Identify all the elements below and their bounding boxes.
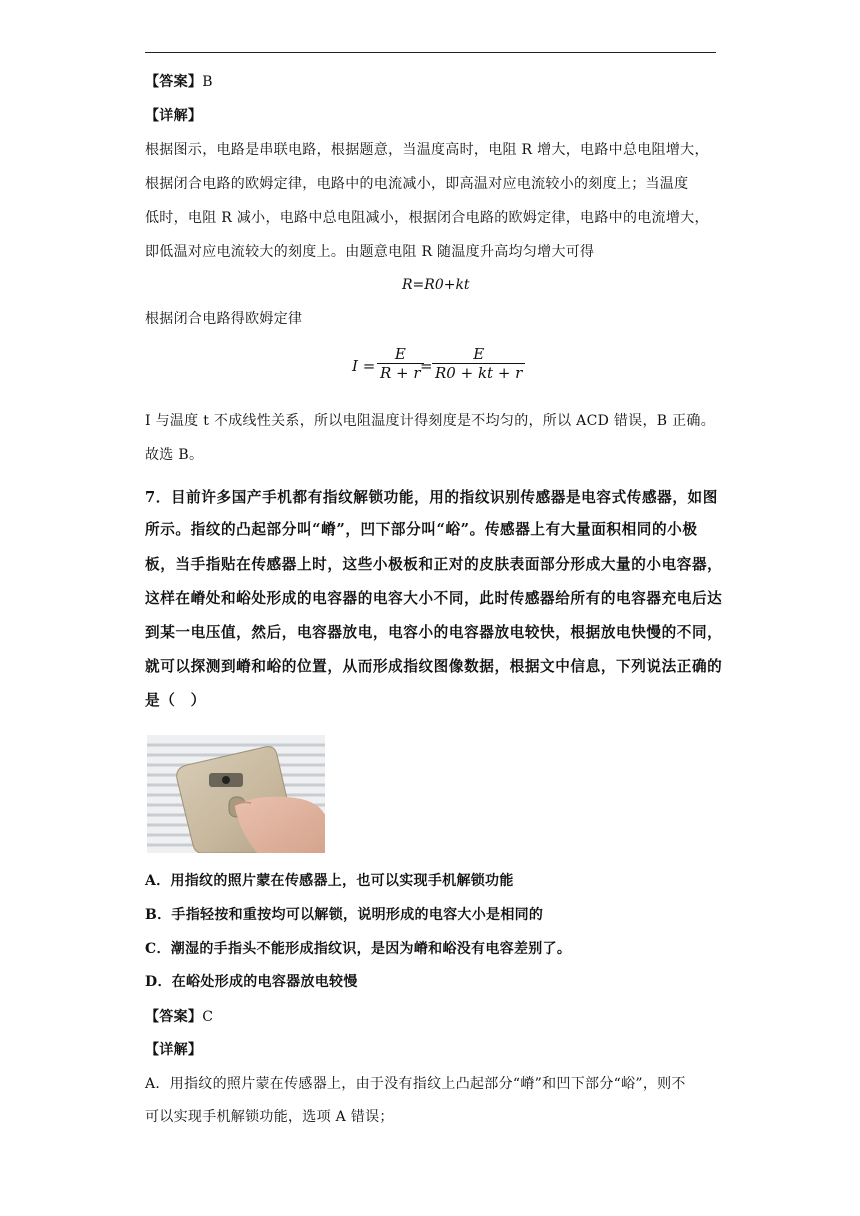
phone-finger-illustration: [147, 735, 325, 853]
q7-stem-line-1: 7．目前许多国产手机都有指纹解锁功能，用的指纹识别传感器是电容式传感器，如图: [145, 489, 718, 506]
fraction-1-denominator: R + r: [380, 364, 421, 382]
answer-label: 【答案】: [145, 74, 203, 90]
q7-detail-line-2: 可以实现手机解锁功能，选项 A 错误；: [145, 1109, 394, 1125]
detail-line-2: 根据闭合电路的欧姆定律，电路中的电流减小，即高温对应电流较小的刻度上；当温度: [145, 176, 689, 192]
q7-stem-line-2: 所示。指纹的凸起部分叫“嵴”，凹下部分叫“峪”。传感器上有大量面积相同的小极: [145, 521, 698, 538]
q7-stem-line-5: 到某一电压值，然后，电容器放电，电容小的电容器放电较快，根据放电快慢的不同，: [145, 624, 723, 641]
formula-resistance: R=R0+kt: [402, 277, 470, 293]
choice-line: 故选 B。: [145, 447, 204, 463]
detail-line-3: 低时，电阻 R 减小，电路中总电阻减小，根据闭合电路的欧姆定律，电路中的电流增大，: [145, 210, 709, 226]
q7-stem-line-6: 就可以探测到嵴和峪的位置，从而形成指纹图像数据，根据文中信息，下列说法正确的: [145, 658, 723, 675]
q7-answer-value: C: [202, 1009, 214, 1025]
detail-line-4: 即低温对应电流较大的刻度上。由题意电阻 R 随温度升高均匀增大可得: [145, 244, 595, 260]
fraction-2-numerator: E: [473, 345, 485, 363]
answer-line: [145, 72, 213, 92]
q7-answer-line: [145, 1007, 213, 1027]
q7-stem-line-3: 板，当手指贴在传感器上时，这些小极板和正对的皮肤表面部分形成大量的小电容器，: [145, 556, 723, 573]
answer-value: B: [202, 74, 213, 90]
conclusion-line: I 与温度 t 不成线性关系，所以电阻温度计得刻度是不均匀的，所以 ACD 错误，B 正确。: [145, 413, 715, 429]
q7-stem-line-4: 这样在嵴处和峪处形成的电容器的电容大小不同，此时传感器给所有的电容器充电后达: [145, 590, 723, 607]
option-b: B．手指轻按和重按均可以解锁，说明形成的电容大小是相同的: [145, 907, 544, 923]
formula-lhs: I =: [352, 357, 376, 375]
q7-answer-label: 【答案】: [145, 1009, 203, 1025]
fingerprint-phone-photo: [147, 735, 325, 853]
fraction-2-denominator: R0 + kt + r: [435, 364, 523, 382]
fraction-2: [432, 345, 525, 382]
q7-detail-label: 【详解】: [145, 1042, 203, 1058]
fraction-1: [377, 345, 424, 382]
fraction-1-numerator: E: [394, 345, 406, 363]
formula-equals: =: [420, 357, 433, 375]
option-c: C．潮湿的手指头不能形成指纹识，是因为嵴和峪没有电容差别了。: [145, 941, 572, 957]
header-rule: [145, 52, 716, 53]
option-d: D．在峪处形成的电容器放电较慢: [145, 974, 358, 990]
formula-intro: 根据闭合电路得欧姆定律: [145, 311, 303, 327]
q7-detail-line-1: A．用指纹的照片蒙在传感器上，由于没有指纹上凸起部分“嵴”和凹下部分“峪”，则不: [145, 1076, 686, 1092]
detail-line-1: 根据图示，电路是串联电路，根据题意，当温度高时，电阻 R 增大，电路中总电阻增大，: [145, 142, 709, 158]
q7-stem-line-7: 是（ ）: [145, 692, 206, 709]
option-a: A．用指纹的照片蒙在传感器上，也可以实现手机解锁功能: [145, 873, 514, 889]
detail-label: 【详解】: [145, 108, 203, 124]
